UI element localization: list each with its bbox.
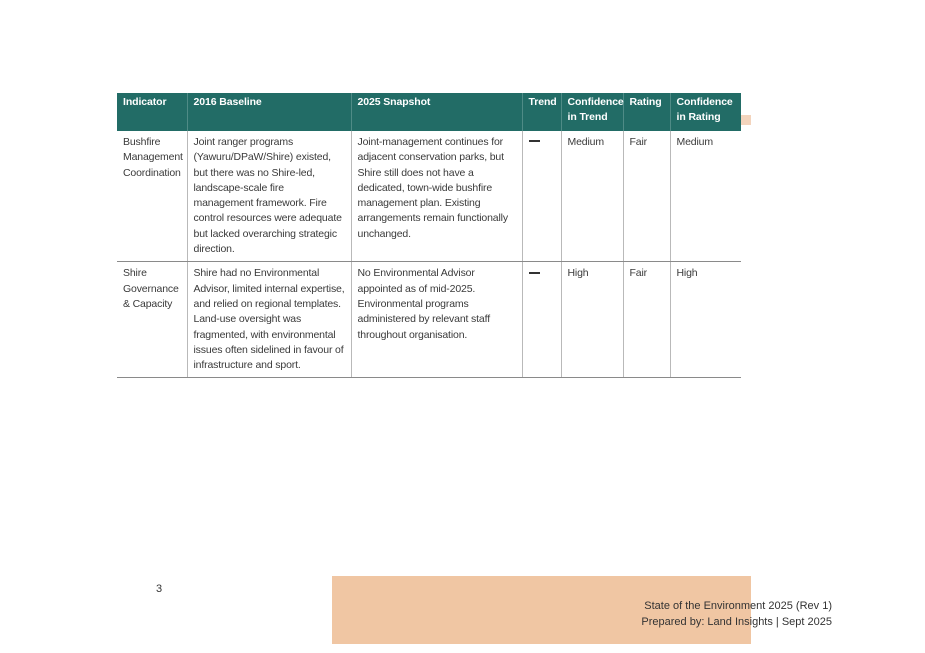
table-row [117,262,741,378]
header-snapshot: 2025 Snapshot [351,93,522,131]
cell-rating: Fair [623,131,670,262]
cell-rating: Fair [623,262,670,378]
page-number: 3 [156,583,163,595]
header-confidence-trend: Confidence in Trend [561,93,623,131]
footer-text [641,598,832,630]
cell-confidence-rating: Medium [670,131,741,262]
header-indicator: Indicator [117,93,187,131]
trend-stable-dash-icon [529,140,540,142]
indicator-table [117,93,741,378]
table-header-row [117,93,741,131]
footer-prepared-by: Prepared by: Land Insights | Sept 2025 [641,616,832,628]
cell-baseline: Shire had no Environmental Advisor, limited internal expertise, and relied on regional templates. Land-use oversight was fragmented, with environmental issues often sidelined in favour of infrastructure and sport. [187,262,351,378]
header-baseline: 2016 Baseline [187,93,351,131]
accent-strip [740,115,751,125]
cell-snapshot: No Environmental Advisor appointed as of mid-2025. Environmental programs administered by relevant staff throughout organisation. [351,262,522,378]
header-rating: Rating [623,93,670,131]
table-row [117,131,741,262]
cell-confidence-rating: High [670,262,741,378]
cell-indicator: Shire Governance & Capacity [117,262,187,378]
header-confidence-rating: Confidence in Rating [670,93,741,131]
cell-trend [522,131,561,262]
cell-baseline: Joint ranger programs (Yawuru/DPaW/Shire) existed, but there was no Shire-led, landscape-scale fire management framework. Fire control resources were adequate but lacked overarching strategic direction. [187,131,351,262]
cell-trend [522,262,561,378]
header-trend: Trend [522,93,561,131]
cell-confidence-trend: Medium [561,131,623,262]
cell-indicator: Bushfire Management Coordination [117,131,187,262]
cell-snapshot: Joint-management continues for adjacent conservation parks, but Shire still does not have a dedicated, town-wide bushfire management plan. Existing arrangements remain functionally unchanged. [351,131,522,262]
cell-confidence-trend: High [561,262,623,378]
trend-stable-dash-icon [529,272,540,274]
footer-document-title: State of the Environment 2025 (Rev 1) [644,600,832,612]
